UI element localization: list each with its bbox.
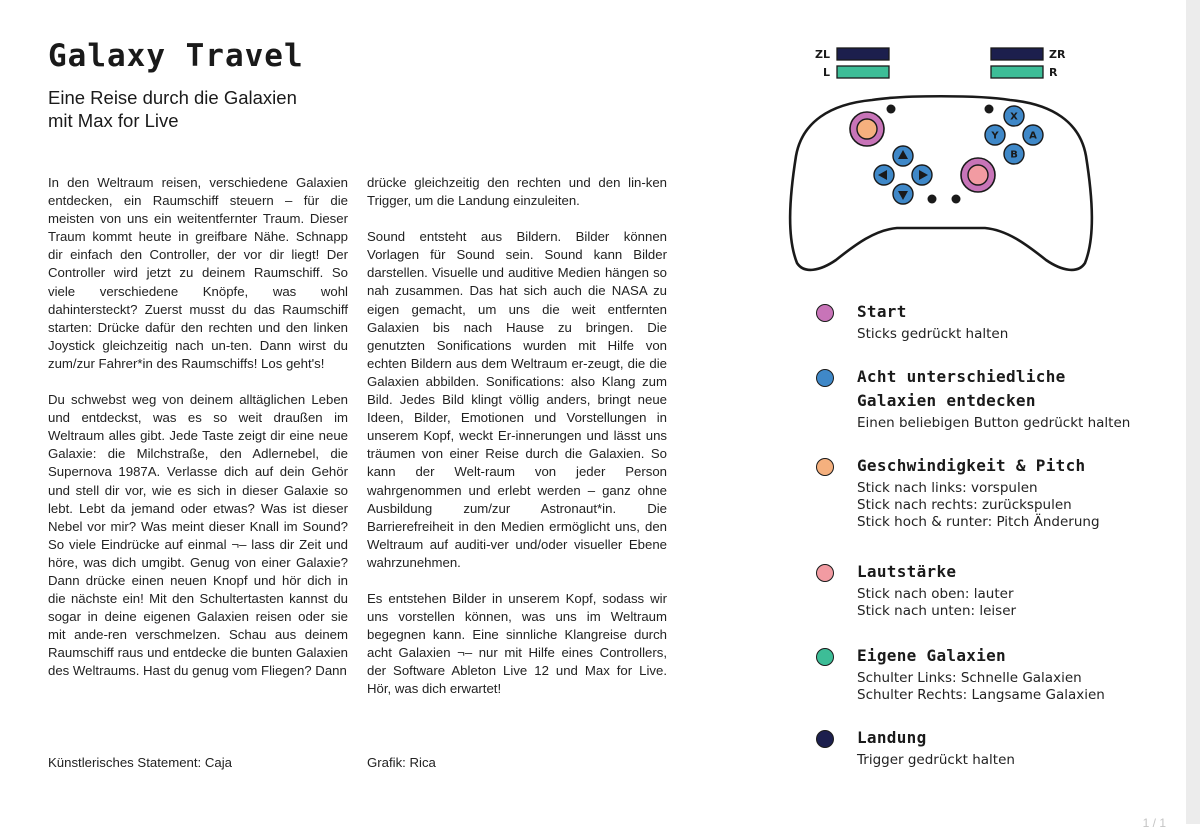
zl-label: ZL [815, 48, 830, 61]
home-button [928, 195, 937, 204]
plus-button [985, 105, 994, 114]
legend-desc: Schulter Rechts: Langsame Galaxien [857, 687, 1105, 703]
l-label: L [822, 66, 830, 79]
paragraph: drücke gleichzeitig den rechten und den lin-ken Trigger, um die Landung einzuleiten. [367, 175, 667, 209]
button-a-label: A [1029, 130, 1037, 142]
legend-desc: Stick nach unten: leiser [857, 603, 1017, 619]
legend-desc: Stick nach oben: lauter [857, 586, 1014, 602]
legend-title: Eigene Galaxien [857, 646, 1006, 665]
button-y-label: Y [991, 130, 999, 142]
controller-body [790, 96, 1092, 270]
legend-title: Geschwindigkeit & Pitch [857, 456, 1086, 475]
right-stick-cap [968, 165, 988, 185]
legend-title: Lautstärke [857, 562, 957, 581]
capture-button [952, 195, 961, 204]
legend-title: Acht unterschiedliche [857, 367, 1066, 386]
page-title: Galaxy Travel [48, 38, 304, 74]
volume-color-dot [816, 564, 834, 582]
legend-desc: Stick nach links: vorspulen [857, 480, 1038, 496]
zr-trigger [991, 48, 1043, 60]
legend-desc: Stick hoch & runter: Pitch Änderung [857, 514, 1100, 530]
button-b-label: B [1010, 149, 1018, 161]
legend-desc: Trigger gedrückt halten [857, 752, 1015, 768]
landing-color-dot [816, 730, 834, 748]
subtitle-line-2: mit Max for Live [48, 110, 179, 131]
galaxies-color-dot [816, 369, 834, 387]
text-column-left [48, 174, 348, 699]
own-galaxies-color-dot [816, 648, 834, 666]
credit-graphics: Grafik: Rica [367, 755, 436, 770]
legend-desc: Sticks gedrückt halten [857, 326, 1009, 342]
zl-trigger [837, 48, 889, 60]
button-x-label: X [1010, 111, 1018, 123]
legend-desc: Schulter Links: Schnelle Galaxien [857, 670, 1082, 686]
minus-button [887, 105, 896, 114]
controller-diagram [780, 38, 1120, 283]
page-number: 1 / 1 [1142, 816, 1166, 830]
speed-color-dot [816, 458, 834, 476]
r-label: R [1049, 66, 1058, 79]
r-shoulder [991, 66, 1043, 78]
legend-desc: Einen beliebigen Button gedrückt halten [857, 415, 1131, 431]
legend-title-line-2: Galaxien entdecken [857, 391, 1036, 410]
page-subtitle [48, 86, 297, 132]
paragraph: Sound entsteht aus Bildern. Bilder können Vorlagen für Sound sein. Sound kann Bilder darstellen. Visuelle und auditive Medien hängen so nah zusammen. Das hat sich auch die NASA zu eigen gemacht, um uns die weit entfernten Galaxien bis nach Hause zu bringen. Die genutzten Sonifications wurden mit Hilfe von echten Bildern aus dem Weltraum er-zeugt, die die Galaxien abbilden. Sonifications: also Klang zum Bild. Jedes Bild klingt völlig anders, bringt neue Ideen, Bilder, Emotionen und Vorstellungen in unserem Kopf, weckt Er-innerungen und lässt uns träumen von einer Reise durch die Galaxien. So kann der Welt-raum von jeder Person wahrgenommen und erlebt werden – ganz ohne Ausbildung zum/zur Astronaut*in. Die Barrierefreiheit in den Medien ermöglicht uns, den Weltraum auf auditi-ver und/oder visueller Ebene wahrzunehmen. [367, 229, 667, 570]
credit-statement: Künstlerisches Statement: Caja [48, 755, 232, 770]
paragraph: Du schwebst weg von deinem alltäglichen Leben und entdeckst, was es so weit draußen im Weltraum alles gibt. Jede Taste zeigt dir eine neue Galaxie: die Milchstraße, den Adlernebel, die Supernova 1987A. Verlasse dich auf dein Gehör und stell dir vor, wie es sich in dieser Galaxie so lebt. Lebt da jemand oder etwas? Was ist dieser Nebel vor mir? Was meint dieser Knall im Sound? So viele Eindrücke auf einmal ¬– lass dir Zeit und höre, was dich umgibt. Genug von einer Galaxie? Dann drücke einen neuen Knopf und hör dich in die nächste ein! Mit den Schultertasten kannst du sogar in deine eigenen Galaxien reisen oder sie mit ande-ren verschmelzen. Schau aus deinem Raumschiff raus und entdecke die bunten Galaxien des Weltraums. Hast du genug vom Fliegen? Dann [48, 392, 348, 679]
l-shoulder [837, 66, 889, 78]
left-stick-cap [857, 119, 877, 139]
legend-title: Start [857, 302, 907, 321]
subtitle-line-1: Eine Reise durch die Galaxien [48, 87, 297, 108]
text-column-right [367, 174, 667, 717]
start-color-dot [816, 304, 834, 322]
legend-title: Landung [857, 728, 927, 747]
zr-label: ZR [1049, 48, 1066, 61]
page-edge [1186, 0, 1200, 824]
legend-desc: Stick nach rechts: zurückspulen [857, 497, 1072, 513]
paragraph: In den Weltraum reisen, verschiedene Galaxien entdecken, ein Raumschiff steuern – für die meisten von uns ein weitentfernter Traum. Dieser Traum kommt heute in greifbare Nähe. Schnapp dir einfach den Controller, der vor dir liegt! Der Controller wird jetzt zu deinem Raumschiff. So viele verschiedene Knöpfe, was wohl dahintersteckt? Zuerst musst du das Raumschiff starten: Drücke dafür den rechten und den linken Joystick gleichzeitig nach un-ten. Dann wirst du zum/zur Fahrer*in des Raumschiffs! Los geht's! [48, 175, 348, 371]
paragraph: Es entstehen Bilder in unserem Kopf, sodass wir uns vorstellen können, was uns im Weltraum begegnen kann. Eine sinnliche Klangreise durch acht Galaxien ¬– nur mit Hilfe eines Controllers, der Software Ableton Live 12 und Max for Live. Hör, was dich erwartet! [367, 590, 667, 697]
